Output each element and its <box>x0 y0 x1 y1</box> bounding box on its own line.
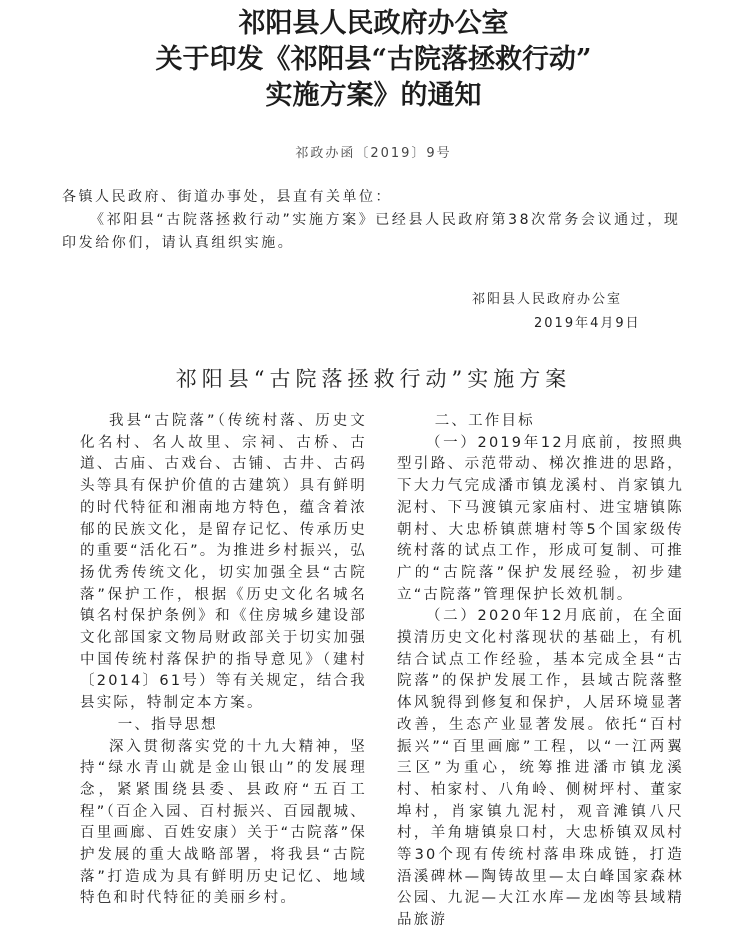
right-column <box>397 411 684 932</box>
paragraph-goal-2019: （一）2019年12月底前，按照典型引路、示范带动、梯次推进的思路，下大力气完成潘市镇龙溪村、肖家镇九泥村、下马渡镇元家庙村、进宝塘镇陈朝村、大忠桥镇蔗塘村等5个国家级传统村落的试点工作，形成可复制、可推广的“古院落”保护发展经验，初步建立“古院落”管理保护长效机制。 <box>397 434 684 603</box>
addressee: 各镇人民政府、街道办事处，县直有关单位： <box>62 189 392 205</box>
title-line-2: 关于印发《祁阳县“古院落拯救行动” <box>155 44 592 75</box>
plan-title: 祁阳县“古院落拯救行动”实施方案 <box>175 367 572 391</box>
notice-paragraph: 《祁阳县“古院落拯救行动”实施方案》已经县人民政府第38次常务会议通过，现印发给你们，请认真组织实施。 <box>62 212 681 251</box>
title-line-1: 祁阳县人民政府办公室 <box>238 8 509 39</box>
left-column <box>80 411 367 910</box>
paragraph-intro: 我县“古院落”（传统村落、历史文化名村、名人故里、宗祠、古桥、古道、古庙、古戏台、古铺、古井、古码头等具有保护价值的古建筑）具有鲜明的时代特征和湘南地方特色，蕴含着浓郁的民族文化，是留存记忆、传承历史的重要“活化石”。为推进乡村振兴，弘扬优秀传统文化，切实加强全县“古院落”保护工作，根据《历史文化名城名镇名村保护条例》和《住房城乡建设部文化部国家文物局财政部关于切实加强中国传统村落保护的指导意见》（建村〔2014〕61号）等有关规定，结合我县实际，特制定本方案。 <box>80 413 367 712</box>
signature-org: 祁阳县人民政府办公室 <box>472 292 623 307</box>
title-line-3: 实施方案》的通知 <box>265 80 482 111</box>
paragraph-goal-2020: （二）2020年12月底前，在全面摸清历史文化村落现状的基础上，有机结合试点工作经验，基本完成全县“古院落”的保护发展工作，县域古院落整体风貌得到修复和保护，人居环境显著改善，生态产业显著发展。依托“百村振兴”“百里画廊”工程，以“一江两翼三区”为重心，统筹推进潘市镇龙溪村、柏家村、八角岭、侧树坪村、董家埠村，肖家镇九泥村，观音滩镇八尺村，羊角塘镇泉口村，大忠桥镇双凤村等30个现有传统村落串珠成链，打造浯溪碑林—陶铸故里—太白峰国家森林公园、九泥—大江水库—龙凼等县域精品旅游 <box>397 608 684 929</box>
section-heading-work-goals: 二、工作目标 <box>434 413 535 429</box>
document-number: 祁政办函〔2019〕9号 <box>295 146 452 161</box>
section-heading-guiding-ideology: 一、指导思想 <box>117 716 218 733</box>
paragraph-guiding-ideology: 深入贯彻落实党的十九大精神，坚持“绿水青山就是金山银山”的发展理念，紧紧围绕县委、县政府“五百工程”（百企入园、百村振兴、百园靓城、百里画廊、百姓安康）关于“古院落”保护发展的重大战略部署，将我县“古院落”打造成为具有鲜明历史记忆、地域特色和时代特征的美丽乡村。 <box>80 738 367 907</box>
signature-block <box>472 288 692 336</box>
signature-date: 2019年4月9日 <box>534 316 641 331</box>
notice-title <box>0 6 747 114</box>
